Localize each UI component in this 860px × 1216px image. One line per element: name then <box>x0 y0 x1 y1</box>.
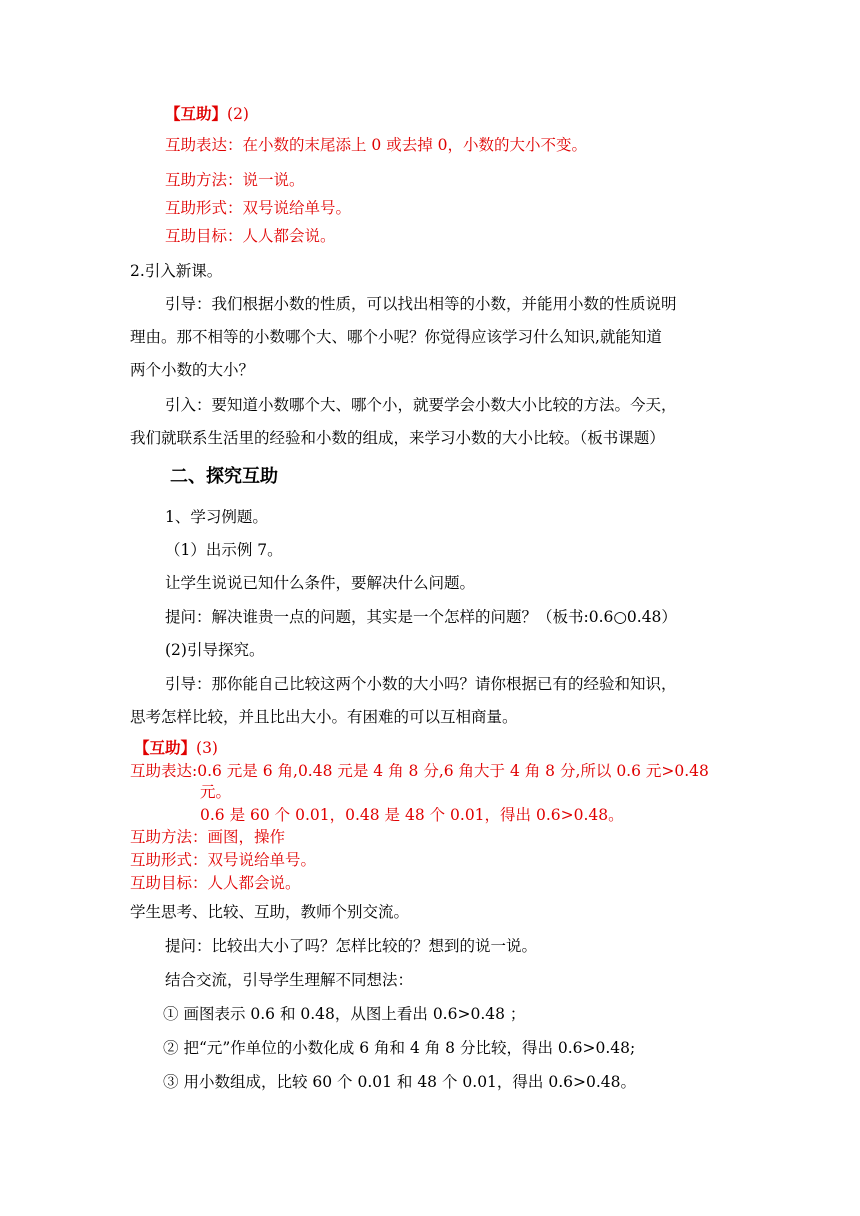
huzhu-3-express-line-1: 互助表达:0.6 元是 6 角,0.48 元是 4 角 8 分,6 角大于 4 角 8 分,所以 0.6 元>0.48 <box>130 762 709 780</box>
section-step-2: （1）出示例 7。 <box>165 541 283 559</box>
after-para-1: 学生思考、比较、互助，教师个别交流。 <box>130 903 410 921</box>
section-step-6-line-1: 引导：那你能自己比较这两个小数的大小吗？请你根据已有的经验和知识， <box>165 675 677 693</box>
section-title: 二、探究互助 <box>170 466 278 487</box>
circled-number-2: ② <box>163 1039 179 1057</box>
intro-lead-line-2: 我们就联系生活里的经验和小数的组成，来学习小数的大小比较。（板书课题） <box>130 429 665 447</box>
huzhu-3-form: 互助形式：双号说给单号。 <box>130 851 317 869</box>
huzhu-2-header: 【互助】(2) <box>165 104 249 123</box>
huzhu-2-form: 互助形式：双号说给单号。 <box>165 199 352 217</box>
huzhu-2-goal: 互助目标：人人都会说。 <box>165 227 336 245</box>
huzhu-2-express: 互助表达：在小数的末尾添上 0 或去掉 0，小数的大小不变。 <box>165 136 588 154</box>
section-step-1: 1、学习例题。 <box>165 508 268 526</box>
intro-guide-line-2: 理由。那不相等的小数哪个大、哪个小呢？你觉得应该学习什么知识,就能知道 <box>130 328 662 346</box>
section-step-6-line-2: 思考怎样比较，并且比出大小。有困难的可以互相商量。 <box>130 708 518 726</box>
huzhu-3-header: 【互助】(3) <box>134 738 218 757</box>
after-para-2: 提问：比较出大小了吗？怎样比较的？想到的说一说。 <box>165 937 538 955</box>
section-step-5: (2)引导探究。 <box>165 641 265 659</box>
intro-lead-line-1: 引入：要知道小数哪个大、哪个小，就要学会小数大小比较的方法。今天， <box>165 396 677 414</box>
huzhu-3-express-line-2: 元。 <box>200 783 232 801</box>
huzhu-3-method: 互助方法：画图，操作 <box>130 828 286 846</box>
after-para-3: 结合交流，引导学生理解不同想法： <box>165 971 414 989</box>
intro-guide-line-3: 两个小数的大小？ <box>130 361 255 379</box>
section-step-4: 提问：解决谁贵一点的问题，其实是一个怎样的问题？（板书:0.6○0.48） <box>165 608 677 626</box>
intro-heading: 2.引入新课。 <box>130 262 223 280</box>
intro-guide-line-1: 引导：我们根据小数的性质，可以找出相等的小数，并能用小数的性质说明 <box>165 295 677 313</box>
huzhu-3-goal: 互助目标：人人都会说。 <box>130 874 301 892</box>
list-item: ① 画图表示 0.6 和 0.48，从图上看出 0.6>0.48 ； <box>163 1005 526 1023</box>
circled-number-1: ① <box>163 1005 179 1023</box>
huzhu-3-express-line-3: 0.6 是 60 个 0.01，0.48 是 48 个 0.01，得出 0.6>0.48。 <box>200 806 624 824</box>
huzhu-2-method: 互助方法：说一说。 <box>165 171 305 189</box>
list-item: ② 把“元”作单位的小数化成 6 角和 4 角 8 分比较，得出 0.6>0.48; <box>163 1039 636 1057</box>
list-item: ③ 用小数组成，比较 60 个 0.01 和 48 个 0.01，得出 0.6>0.48。 <box>163 1073 636 1091</box>
section-step-3: 让学生说说已知什么条件，要解决什么问题。 <box>165 574 476 592</box>
circled-number-3: ③ <box>163 1073 179 1091</box>
